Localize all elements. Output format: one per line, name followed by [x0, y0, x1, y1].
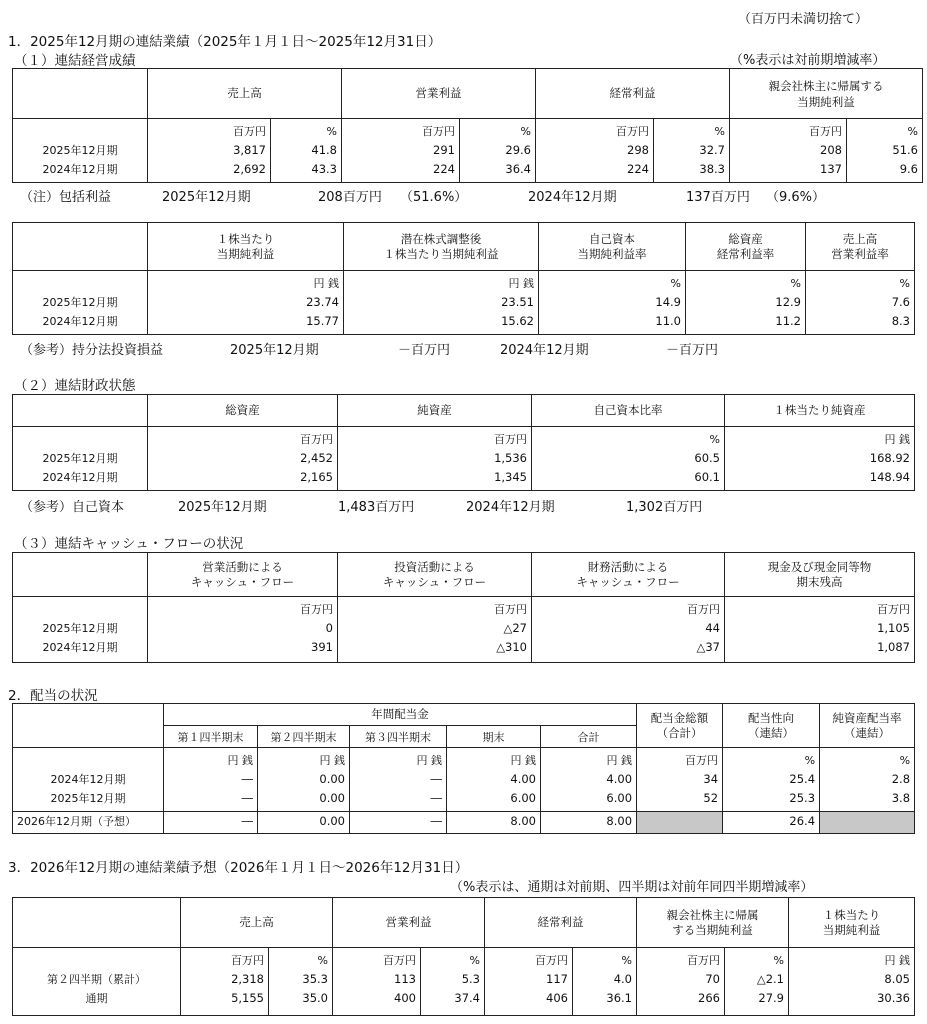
sales-pct-2025: 41.8 [311, 143, 337, 157]
col-sales-pct: % 41.8 43.3 [271, 119, 342, 183]
fc-col-sales-pct: % 35.3 35.0 [269, 948, 333, 1016]
ordinc-pct-2024: 38.3 [699, 162, 725, 176]
diluted-eps-2024: 15.62 [501, 314, 534, 328]
cash-2025: 1,105 [877, 621, 910, 635]
header-ordinary-income: 経常利益 [536, 69, 730, 119]
fc-col-sales: 百万円 2,318 5,155 [181, 948, 269, 1016]
equity-method-label: （参考）持分法投資損益 [20, 343, 164, 358]
row-label-full-year: 通期 [85, 992, 108, 1005]
sales-2025: 3,817 [233, 143, 266, 157]
header-cash-end: 現金及び現金同等物 期末残高 [725, 553, 915, 597]
corner-cell [13, 223, 148, 271]
fc-col-opinc-pct: % 5.3 37.4 [421, 948, 485, 1016]
opmargin-2025: 7.6 [891, 295, 910, 309]
header-sales: 売上高 [148, 69, 342, 119]
col-cash-end: 百万円 1,105 1,087 [725, 597, 915, 663]
col-operating-margin: % 7.6 8.3 [806, 271, 915, 335]
col-roe: % 14.9 11.0 [539, 271, 686, 335]
header-q2-end: 第２四半期末 [258, 726, 350, 748]
comprehensive-income-label: （注）包括利益 [20, 190, 112, 205]
row-label-2025: 2025年12月期 [50, 792, 126, 805]
equity-ratio-2024: 60.1 [694, 470, 720, 484]
col-sales: 百万円 3,817 2,692 [148, 119, 271, 183]
row-label-2024: 2024年12月期 [42, 315, 118, 328]
col-doe: % 2.8 3.8 [820, 748, 915, 812]
header-operating-cf: 営業活動による キャッシュ・フロー [148, 553, 338, 597]
header-operating-margin: 売上高 営業利益率 [806, 223, 915, 271]
col-netinc-pct: % 51.6 9.6 [847, 119, 923, 183]
fc-col-opinc: 百万円 113 400 [333, 948, 421, 1016]
corner-cell [13, 704, 164, 748]
header-net-assets: 純資産 [338, 395, 532, 427]
header-annual-dividend: 年間配当金 [164, 704, 637, 726]
col-q3: 円 銭 ― ― [350, 748, 447, 812]
equity-ratio-2025: 60.5 [694, 451, 720, 465]
row-label-2025: 2025年12月期 [42, 452, 118, 465]
forecast-q2: 0.00 [258, 812, 350, 834]
roe-2025: 14.9 [655, 295, 681, 309]
row-labels [13, 271, 148, 335]
row-label-2025: 2025年12月期 [42, 622, 118, 635]
comprehensive-income-value-2024: 137百万円 [686, 190, 750, 205]
equity-note-period-2024: 2024年12月期 [466, 500, 555, 515]
ordinc-2025: 298 [627, 143, 649, 157]
comprehensive-income-period-2025: 2025年12月期 [162, 190, 251, 205]
operating-results-table [12, 68, 923, 183]
roe-2024: 11.0 [655, 314, 681, 328]
eps-2025: 23.74 [306, 295, 339, 309]
section-1-title: 1．2025年12月期の連結業績（2025年１月１日～2025年12月31日） [8, 34, 442, 50]
fc-col-netinc-pct: % △2.1 27.9 [725, 948, 789, 1016]
ordinc-2024: 224 [627, 162, 649, 176]
opmargin-2024: 8.3 [891, 314, 910, 328]
opinc-2025: 291 [433, 143, 455, 157]
row-label-2024: 2024年12月期 [42, 471, 118, 484]
col-payout-ratio: % 25.4 25.3 [723, 748, 820, 812]
equity-method-value-2024: －百万円 [666, 343, 719, 358]
equity-method-value-2025: －百万円 [398, 343, 451, 358]
total-assets-2025: 2,452 [300, 451, 333, 465]
col-q1: 円 銭 ― ― [164, 748, 258, 812]
header-q3-end: 第３四半期末 [350, 726, 447, 748]
col-ordinc-pct: % 32.7 38.3 [654, 119, 730, 183]
equity-note-period-2025: 2025年12月期 [178, 500, 267, 515]
cash-2024: 1,087 [877, 640, 910, 654]
invcf-2024: △310 [496, 640, 527, 654]
forecast-table [12, 897, 915, 1016]
forecast-dividend-total-shaded [637, 812, 723, 834]
forecast-year-end: 8.00 [447, 812, 541, 834]
header-q1-end: 第１四半期末 [164, 726, 258, 748]
header-equity-ratio: 自己資本比率 [532, 395, 725, 427]
row-label-2024: 2024年12月期 [50, 773, 126, 786]
col-net-assets: 百万円 1,536 1,345 [338, 427, 532, 491]
header-payout-ratio: 配当性向 （連結） [723, 704, 820, 748]
fc-col-ordinc-pct: % 4.0 36.1 [573, 948, 637, 1016]
col-investing-cf: 百万円 △27 △310 [338, 597, 532, 663]
sales-pct-2024: 43.3 [311, 162, 337, 176]
fc-col-eps: 円 銭 8.05 30.36 [789, 948, 915, 1016]
forecast-q3: ― [350, 812, 447, 834]
total-assets-2024: 2,165 [300, 470, 333, 484]
section-2-title: 2．配当の状況 [8, 688, 98, 704]
fincf-2025: 44 [705, 621, 720, 635]
forecast-header-operating-income: 営業利益 [333, 898, 485, 948]
header-total: 合計 [541, 726, 637, 748]
forecast-total: 8.00 [541, 812, 637, 834]
row-label-2024: 2024年12月期 [42, 163, 118, 176]
bps-2025: 168.92 [869, 451, 910, 465]
equity-note-value-2024: 1,302百万円 [626, 500, 703, 515]
equity-note-label: （参考）自己資本 [20, 500, 125, 515]
subsection-financial-position: （２）連結財政状態 [14, 378, 136, 394]
col-opinc: 百万円 291 224 [342, 119, 460, 183]
col-bps: 円 銭 168.92 148.94 [725, 427, 915, 491]
forecast-doe-shaded [820, 812, 915, 834]
header-net-income-parent: 親会社株主に帰属する 当期純利益 [730, 69, 923, 119]
col-financing-cf: 百万円 44 △37 [532, 597, 725, 663]
equity-method-period-2024: 2024年12月期 [500, 343, 589, 358]
netinc-2025: 208 [820, 143, 842, 157]
comprehensive-income-period-2024: 2024年12月期 [528, 190, 617, 205]
col-ordinc: 百万円 298 224 [536, 119, 654, 183]
col-roa: % 12.9 11.2 [686, 271, 806, 335]
forecast-payout-ratio: 26.4 [723, 812, 820, 834]
header-total-assets: 総資産 [148, 395, 338, 427]
comprehensive-income-pct-2025: （51.6%） [400, 190, 468, 205]
header-investing-cf: 投資活動による キャッシュ・フロー [338, 553, 532, 597]
forecast-percent-note: （%表示は、通期は対前期、四半期は対前年同四半期増減率） [450, 880, 814, 895]
col-total: 円 銭 4.00 6.00 [541, 748, 637, 812]
roa-2025: 12.9 [775, 295, 801, 309]
corner-cell [13, 69, 148, 119]
roa-2024: 11.2 [775, 314, 801, 328]
forecast-header-ordinary-income: 経常利益 [485, 898, 637, 948]
col-operating-cf: 百万円 0 391 [148, 597, 338, 663]
netinc-2024: 137 [820, 162, 842, 176]
col-netinc: 百万円 208 137 [730, 119, 847, 183]
row-label-2026-forecast: 2026年12月期（予想） [13, 812, 164, 834]
forecast-header-eps: １株当たり 当期純利益 [789, 898, 915, 948]
row-label-2025: 2025年12月期 [42, 144, 118, 157]
header-roe: 自己資本 当期純利益率 [539, 223, 686, 271]
opcf-2025: 0 [325, 621, 333, 635]
cash-flows-table [12, 552, 915, 663]
per-share-ratio-table [12, 222, 915, 335]
equity-method-period-2025: 2025年12月期 [230, 343, 319, 358]
financial-position-table [12, 394, 915, 491]
col-dividend-total: 百万円 34 52 [637, 748, 723, 812]
percent-note: （%表示は対前期増減率） [730, 53, 886, 68]
invcf-2025: △27 [503, 621, 527, 635]
row-labels [13, 748, 164, 812]
forecast-header-sales: 売上高 [181, 898, 333, 948]
sales-2024: 2,692 [233, 162, 266, 176]
header-year-end: 期末 [447, 726, 541, 748]
equity-note-value-2025: 1,483百万円 [338, 500, 415, 515]
net-assets-2024: 1,345 [494, 470, 527, 484]
col-eps: 円 銭 23.74 15.77 [148, 271, 344, 335]
col-year-end: 円 銭 4.00 6.00 [447, 748, 541, 812]
col-diluted-eps: 円 銭 23.51 15.62 [344, 271, 539, 335]
eps-2024: 15.77 [306, 314, 339, 328]
col-opinc-pct: % 29.6 36.4 [460, 119, 536, 183]
fincf-2024: △37 [696, 640, 720, 654]
netinc-pct-2025: 51.6 [892, 143, 918, 157]
forecast-q1: ― [164, 812, 258, 834]
col-total-assets: 百万円 2,452 2,165 [148, 427, 338, 491]
unit-note: （百万円未満切捨て） [738, 12, 869, 27]
header-eps: １株当たり 当期純利益 [148, 223, 344, 271]
fc-col-netinc: 百万円 70 266 [637, 948, 725, 1016]
row-labels [13, 119, 148, 183]
ordinc-pct-2025: 32.7 [699, 143, 725, 157]
header-dividend-total: 配当金総額 （合計） [637, 704, 723, 748]
header-financing-cf: 財務活動による キャッシュ・フロー [532, 553, 725, 597]
corner-cell [13, 553, 148, 597]
corner-cell [13, 898, 181, 948]
row-labels [13, 948, 181, 1016]
col-equity-ratio: % 60.5 60.1 [532, 427, 725, 491]
row-label-h1: 第２四半期（累計） [47, 973, 146, 986]
forecast-header-net-income-parent: 親会社株主に帰属 する当期純利益 [637, 898, 789, 948]
diluted-eps-2025: 23.51 [501, 295, 534, 309]
comprehensive-income-value-2025: 208百万円 [318, 190, 382, 205]
netinc-pct-2024: 9.6 [899, 162, 918, 176]
row-label-2025: 2025年12月期 [42, 296, 118, 309]
opcf-2024: 391 [311, 640, 333, 654]
row-labels [13, 427, 148, 491]
opinc-2024: 224 [433, 162, 455, 176]
row-label-2024: 2024年12月期 [42, 641, 118, 654]
fc-col-ordinc: 百万円 117 406 [485, 948, 573, 1016]
corner-cell [13, 395, 148, 427]
opinc-pct-2025: 29.6 [505, 143, 531, 157]
comprehensive-income-pct-2024: （9.6%） [766, 190, 826, 205]
row-labels [13, 597, 148, 663]
header-bps: １株当たり純資産 [725, 395, 915, 427]
header-roa: 総資産 経常利益率 [686, 223, 806, 271]
opinc-pct-2024: 36.4 [505, 162, 531, 176]
net-assets-2025: 1,536 [494, 451, 527, 465]
header-operating-income: 営業利益 [342, 69, 536, 119]
bps-2024: 148.94 [869, 470, 910, 484]
header-doe: 純資産配当率 （連結） [820, 704, 915, 748]
dividends-table [12, 703, 915, 834]
subsection-cash-flows: （３）連結キャッシュ・フローの状況 [14, 536, 244, 552]
subsection-operating-results: （１）連結経営成績 [14, 53, 136, 69]
header-diluted-eps: 潜在株式調整後 １株当たり当期純利益 [344, 223, 539, 271]
col-q2: 円 銭 0.00 0.00 [258, 748, 350, 812]
section-3-title: 3．2026年12月期の連結業績予想（2026年１月１日～2026年12月31日） [8, 860, 469, 876]
